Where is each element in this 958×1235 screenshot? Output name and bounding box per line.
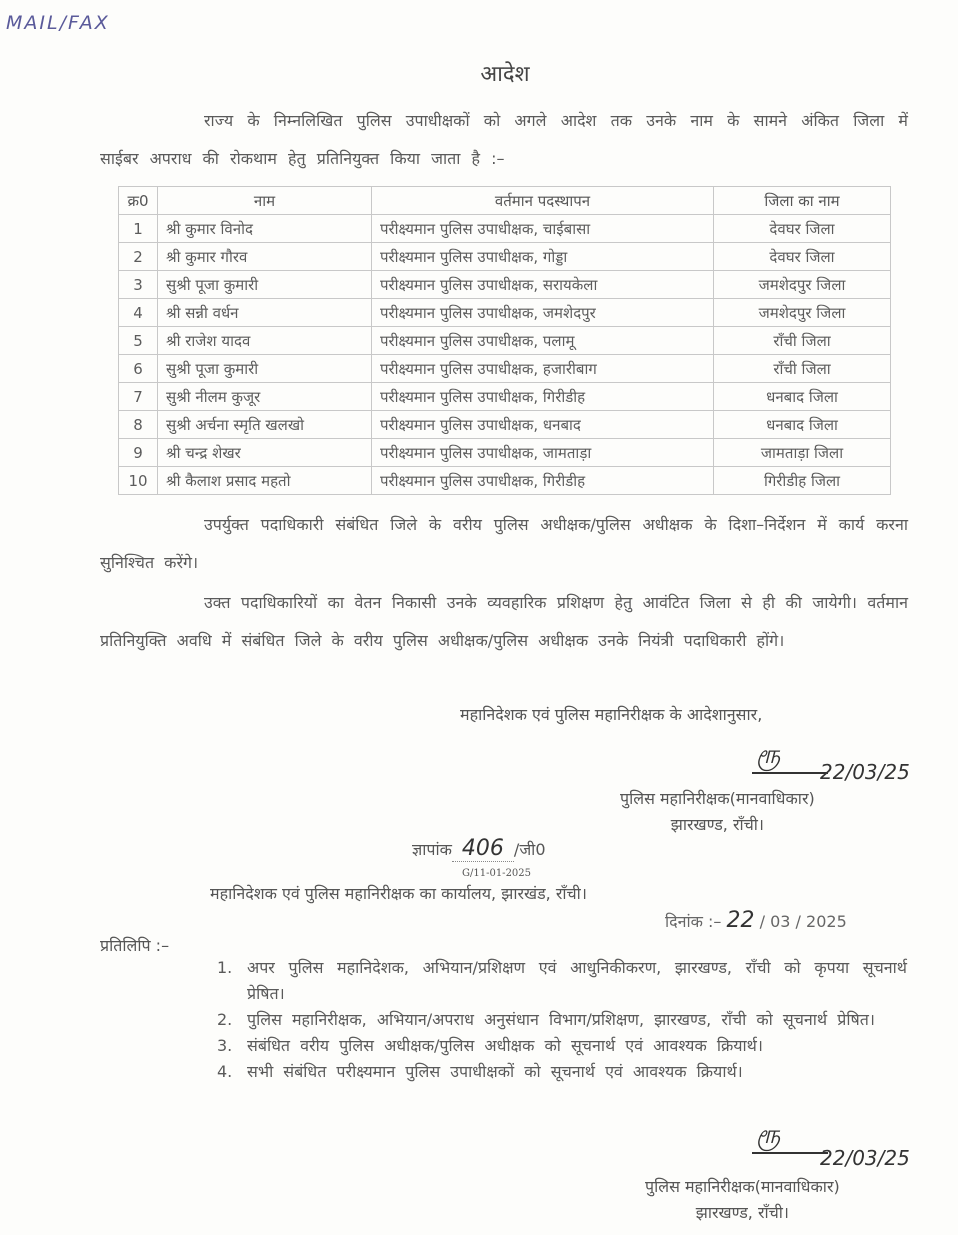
- table-row: [119, 299, 891, 327]
- row-posting: परीक्ष्यमान पुलिस उपाधीक्षक, सरायकेला: [372, 271, 714, 299]
- row-district: जमशेदपुर जिला: [714, 299, 891, 327]
- table-header-row: [119, 187, 891, 215]
- row-district: जमशेदपुर जिला: [714, 271, 891, 299]
- row-serial: 5: [119, 327, 158, 355]
- row-name: श्री कैलाश प्रसाद महतो: [158, 467, 372, 495]
- date-rest: / 03 / 2025: [759, 912, 847, 931]
- signatory-location: झारखण्ड, राँची।: [670, 815, 764, 834]
- row-district: जामताड़ा जिला: [714, 439, 891, 467]
- copy-to-list: [215, 955, 907, 1085]
- document-title: आदेश: [480, 62, 530, 87]
- header-district: जिला का नाम: [714, 187, 891, 215]
- memo-number: 406: [452, 836, 514, 862]
- row-serial: 2: [119, 243, 158, 271]
- table-row: [119, 327, 891, 355]
- row-serial: 6: [119, 355, 158, 383]
- signature-scribble-2: ரூ: [756, 1120, 781, 1150]
- memo-number-line: [412, 836, 546, 861]
- order-by-line: महानिदेशक एवं पुलिस महानिरीक्षक के आदेशानुसार,: [460, 705, 763, 724]
- row-district: गिरीडीह जिला: [714, 467, 891, 495]
- row-posting: परीक्ष्यमान पुलिस उपाधीक्षक, हजारीबाग: [372, 355, 714, 383]
- memo-suffix: /जी0: [513, 840, 546, 859]
- list-item: 1. अपर पुलिस महानिदेशक, अभियान/प्रशिक्षण एवं आधुनिकीकरण, झारखण्ड, राँची को कृपया सूचनार्थ प्रेषित।: [217, 958, 907, 1003]
- signatory-designation: पुलिस महानिरीक्षक(मानवाधिकार): [620, 789, 815, 808]
- row-name: श्री सन्नी वर्धन: [158, 299, 372, 327]
- row-district: देवघर जिला: [714, 215, 891, 243]
- table-row: [119, 243, 891, 271]
- row-district: देवघर जिला: [714, 243, 891, 271]
- signatory-designation: पुलिस महानिरीक्षक(मानवाधिकार): [645, 1177, 840, 1196]
- row-posting: परीक्ष्यमान पुलिस उपाधीक्षक, जामताड़ा: [372, 439, 714, 467]
- signatory-block-1: [620, 786, 815, 838]
- row-serial: 4: [119, 299, 158, 327]
- office-line: महानिदेशक एवं पुलिस महानिरीक्षक का कार्यालय, झारखंड, राँची।: [210, 884, 587, 903]
- signatory-block-2: [645, 1174, 840, 1226]
- deputation-table: [118, 186, 891, 495]
- signature-underline-2: [752, 1152, 828, 1154]
- row-serial: 10: [119, 467, 158, 495]
- header-name: नाम: [158, 187, 372, 215]
- date-day: 22: [726, 908, 755, 933]
- row-name: सुश्री पूजा कुमारी: [158, 271, 372, 299]
- copy-to-label: प्रतिलिपि :–: [100, 936, 170, 955]
- row-name: श्री कुमार गौरव: [158, 243, 372, 271]
- row-posting: परीक्ष्यमान पुलिस उपाधीक्षक, गिरीडीह: [372, 383, 714, 411]
- row-serial: 9: [119, 439, 158, 467]
- row-name: सुश्री अर्चना स्मृति खलखो: [158, 411, 372, 439]
- list-item: 4. सभी संबंधित परीक्ष्यमान पुलिस उपाधीक्षकों को सूचनार्थ एवं आवश्यक क्रियार्थ।: [217, 1062, 743, 1081]
- table-row: [119, 271, 891, 299]
- row-name: श्री राजेश यादव: [158, 327, 372, 355]
- row-district: धनबाद जिला: [714, 411, 891, 439]
- table-row: [119, 215, 891, 243]
- file-code: G/11-01-2025: [462, 868, 532, 879]
- memo-label: ज्ञापांक: [412, 840, 452, 859]
- table-row: [119, 467, 891, 495]
- row-posting: परीक्ष्यमान पुलिस उपाधीक्षक, जमशेदपुर: [372, 299, 714, 327]
- row-serial: 8: [119, 411, 158, 439]
- header-current-posting: वर्तमान पदस्थापन: [372, 187, 714, 215]
- row-posting: परीक्ष्यमान पुलिस उपाधीक्षक, गोड्डा: [372, 243, 714, 271]
- row-name: सुश्री नीलम कुजूर: [158, 383, 372, 411]
- signatory-location: झारखण्ड, राँची।: [695, 1203, 789, 1222]
- date-label: दिनांक :–: [665, 912, 722, 931]
- table-row: [119, 411, 891, 439]
- list-item: 2. पुलिस महानिरीक्षक, अभियान/अपराध अनुसंधान विभाग/प्रशिक्षण, झारखण्ड, राँची को सूचनार्थ प्रेषित।: [217, 1010, 875, 1029]
- row-serial: 1: [119, 215, 158, 243]
- instruction-paragraph: उपर्युक्त पदाधिकारी संबंधित जिले के वरीय पुलिस अधीक्षक/पुलिस अधीक्षक के दिशा–निर्देशन में कार्य करना सुनिश्चित करेंगे।: [100, 515, 908, 572]
- signature-date-1: 22/03/25: [820, 760, 910, 784]
- row-posting: परीक्ष्यमान पुलिस उपाधीक्षक, चाईबासा: [372, 215, 714, 243]
- row-posting: परीक्ष्यमान पुलिस उपाधीक्षक, पलामू: [372, 327, 714, 355]
- row-serial: 3: [119, 271, 158, 299]
- salary-paragraph: उक्त पदाधिकारियों का वेतन निकासी उनके व्यवहारिक प्रशिक्षण हेतु आवंटित जिला से ही की जायेगी। वर्तमान प्रतिनियुक्ति अवधि में संबंधित जिले के वरीय पुलिस अधीक्षक/पुलिस अधीक्षक उनके नियंत्री पदाधिकारी होंगे।: [100, 593, 908, 650]
- intro-paragraph: राज्य के निम्नलिखित पुलिस उपाधीक्षकों को अगले आदेश तक उनके नाम के सामने अंकित जिला में साईबर अपराध की रोकथाम हेतु प्रतिनियुक्त किया जाता है :–: [100, 111, 908, 168]
- row-name: सुश्री पूजा कुमारी: [158, 355, 372, 383]
- row-posting: परीक्ष्यमान पुलिस उपाधीक्षक, गिरीडीह: [372, 467, 714, 495]
- row-serial: 7: [119, 383, 158, 411]
- header-serial: क्र0: [119, 187, 158, 215]
- table-row: [119, 383, 891, 411]
- row-posting: परीक्ष्यमान पुलिस उपाधीक्षक, धनबाद: [372, 411, 714, 439]
- row-name: श्री चन्द्र शेखर: [158, 439, 372, 467]
- signature-underline-1: [752, 772, 828, 774]
- table-row: [119, 439, 891, 467]
- row-district: धनबाद जिला: [714, 383, 891, 411]
- date-line: [665, 908, 847, 933]
- list-item: 3. संबंधित वरीय पुलिस अधीक्षक/पुलिस अधीक्षक को सूचनार्थ एवं आवश्यक क्रियार्थ।: [217, 1036, 763, 1055]
- row-district: राँची जिला: [714, 327, 891, 355]
- signature-scribble-1: ரூ: [756, 740, 781, 770]
- signature-date-2: 22/03/25: [820, 1146, 910, 1170]
- row-district: राँची जिला: [714, 355, 891, 383]
- mail-fax-stamp: MAIL/FAX: [6, 12, 110, 34]
- table-row: [119, 355, 891, 383]
- row-name: श्री कुमार विनोद: [158, 215, 372, 243]
